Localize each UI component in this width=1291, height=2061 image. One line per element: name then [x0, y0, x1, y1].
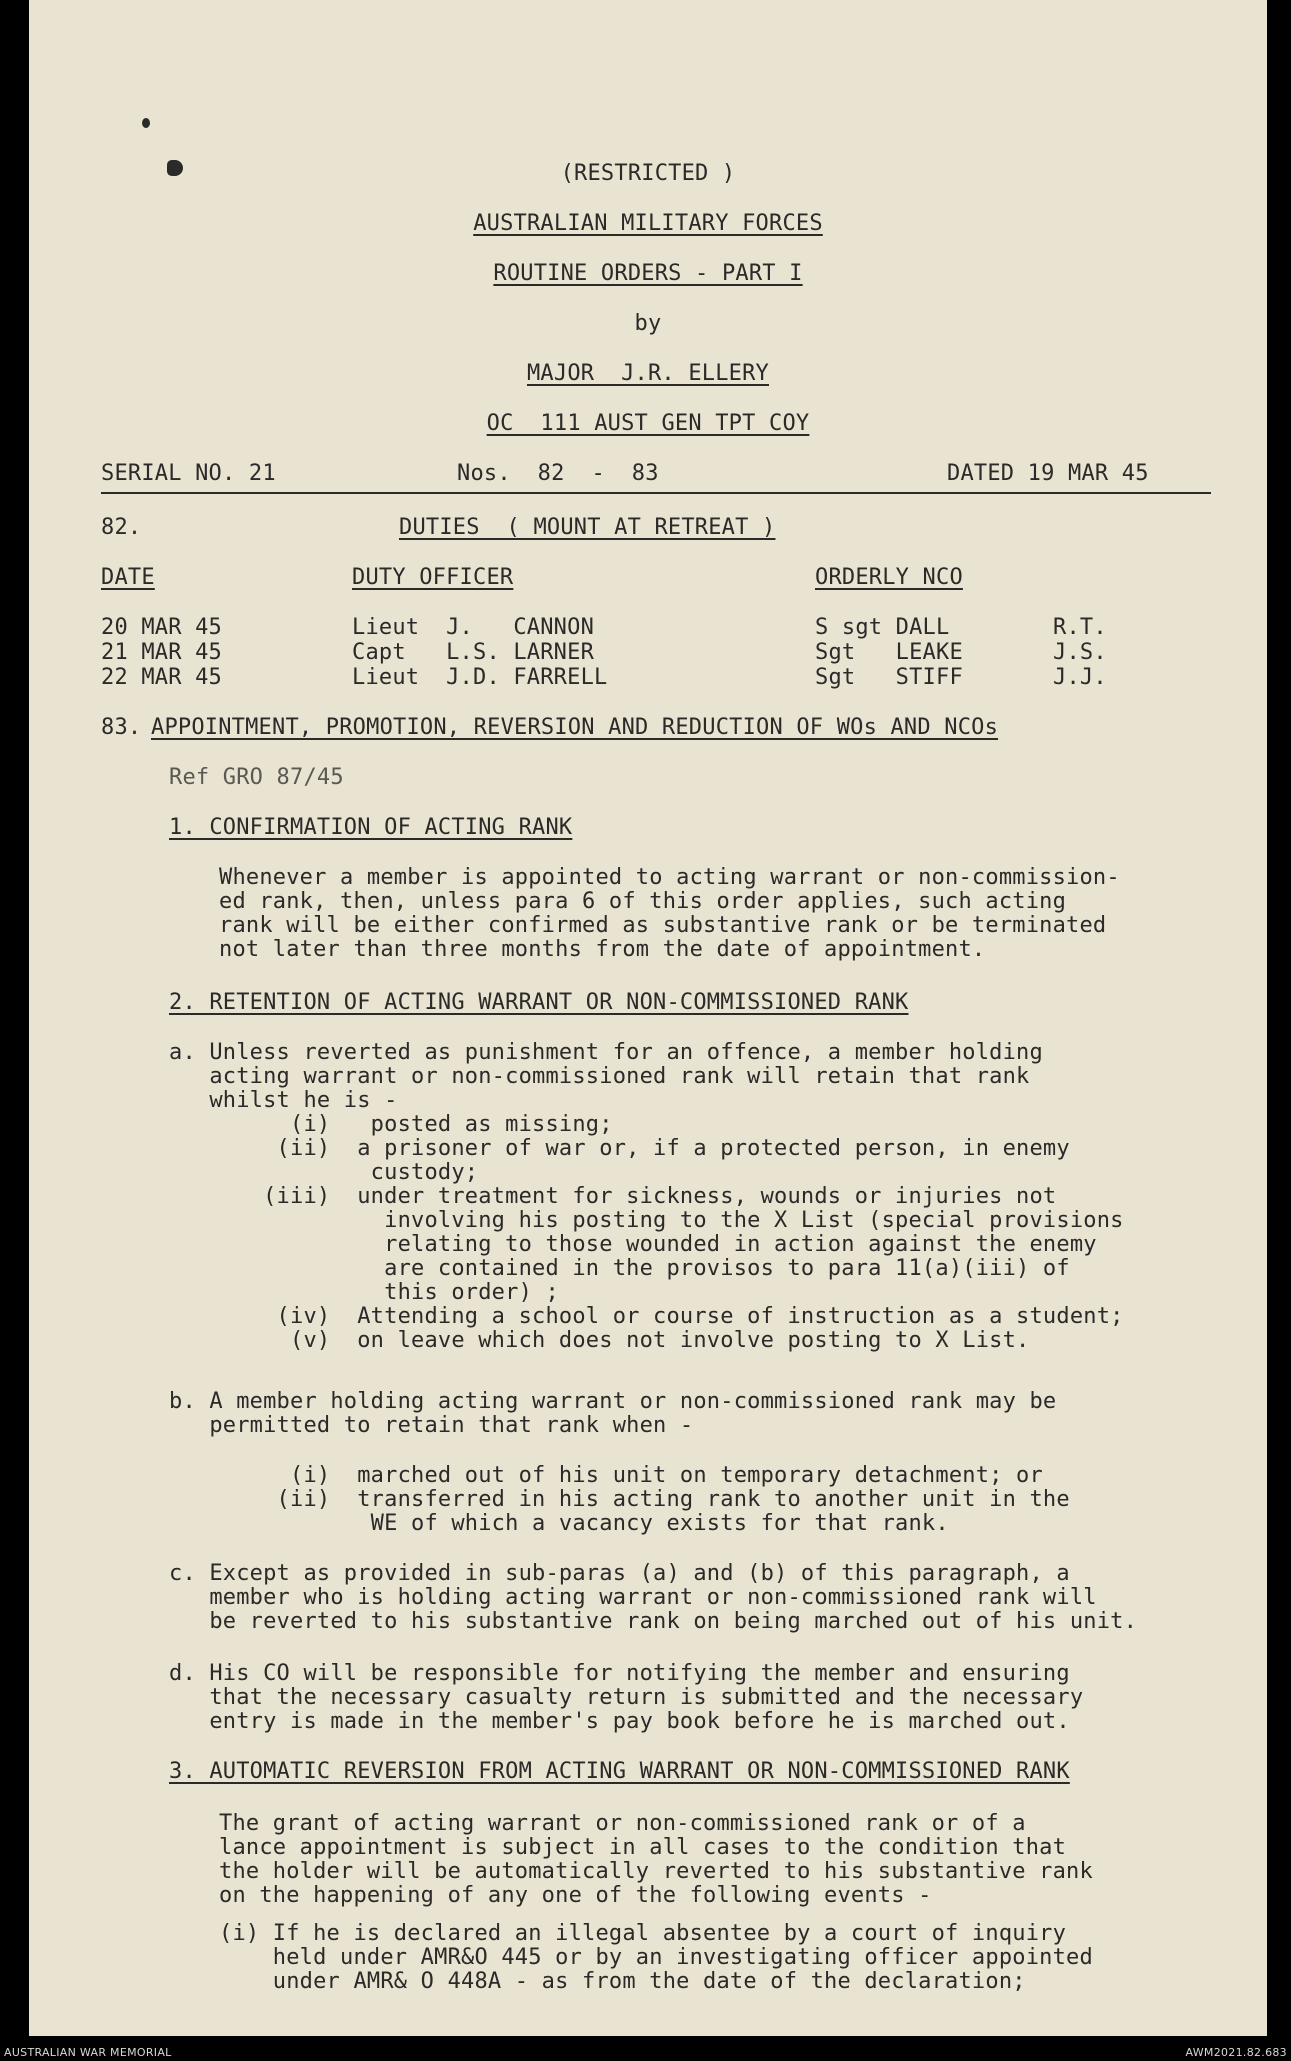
section-2c-text: c. Except as provided in sub-paras (a) and (b) of this paragraph, a member who is holding acting warrant or non-commissioned rank will be reverted to his substantive rank on being marched out of his unit. — [169, 1561, 1138, 1634]
orderly-nco: Sgt STIFF — [815, 665, 963, 690]
section-2a-items: (i) posted as missing; (ii) a prisoner of war or, if a protected person, in enemy custody; (iii) under treatment for sickness, wounds or injuries not involving his posting to the X List (special provisions relating to those wounded in action against the enemy are contained in the provisos to para 11(a)(iii) of this order) ; (iv) Attending a school or course of instruction as a student; (v) on leave which does not involve posting to X List. — [263, 1112, 1124, 1353]
section-2b-text: b. A member holding acting warrant or non-commissioned rank may be permitted to retain that rank when - — [169, 1389, 1057, 1438]
section-2d-text: d. His CO will be responsible for notifying the member and ensuring that the necessary casualty return is submitted and the necessary entry is made in the member's pay book before he is marched out. — [169, 1661, 1084, 1734]
dated-field: DATED 19 MAR 45 — [947, 461, 1149, 486]
orderly-nco: Sgt LEAKE — [815, 640, 963, 665]
reference-line: Ref GRO 87/45 — [169, 765, 344, 790]
section-2-title: 2. RETENTION OF ACTING WARRANT OR NON-COMMISSIONED RANK — [169, 990, 909, 1015]
section-3-text: The grant of acting warrant or non-commissioned rank or of a lance appointment is subject in all cases to the condition that the holder will be automatically reverted to his substantive rank on the happening of any one of the following events - — [219, 1811, 1093, 1908]
section-3-title: 3. AUTOMATIC REVERSION FROM ACTING WARRANT OR NON-COMMISSIONED RANK — [169, 1759, 1070, 1784]
punch-hole-mark — [142, 118, 150, 128]
duty-officer: Capt L.S. LARNER — [352, 640, 595, 665]
orders-heading: ROUTINE ORDERS - PART I — [493, 261, 803, 286]
serial-divider — [101, 492, 1211, 494]
duty-officer: Lieut J.D. FARRELL — [352, 665, 608, 690]
officer-name: MAJOR J.R. ELLERY — [526, 361, 769, 386]
nco-initials: R.T. — [1053, 615, 1107, 640]
duty-date: 22 MAR 45 — [101, 665, 223, 690]
nco-initials: J.S. — [1053, 640, 1107, 665]
order-numbers: Nos. 82 - 83 — [457, 461, 659, 486]
serial-number: SERIAL NO. 21 — [101, 461, 276, 486]
appointment-title: APPOINTMENT, PROMOTION, REVERSION AND REDUCTION OF WOs AND NCOs — [151, 715, 999, 740]
unit-name: OC 111 AUST GEN TPT COY — [486, 411, 810, 436]
section-1-title: 1. CONFIRMATION OF ACTING RANK — [169, 815, 573, 840]
appointment-number: 83. — [101, 715, 142, 740]
restricted-marking: (RESTRICTED ) — [560, 161, 736, 186]
duties-col-nco: ORDERLY NCO — [815, 565, 963, 590]
duties-number: 82. — [101, 515, 142, 540]
footer-left: AUSTRALIAN WAR MEMORIAL — [4, 2046, 172, 2059]
section-2b-items: (i) marched out of his unit on temporary detachment; or (ii) transferred in his acting rank to another unit in the WE of which a vacancy exists for that rank. — [276, 1463, 1070, 1536]
duties-col-officer: DUTY OFFICER — [352, 565, 514, 590]
orderly-nco: S sgt DALL — [815, 615, 950, 640]
footer-right: AWM2021.82.683 — [1185, 2046, 1287, 2059]
duties-title: DUTIES ( MOUNT AT RETREAT ) — [399, 515, 776, 540]
by-line: by — [634, 311, 662, 336]
section-2a-text: a. Unless reverted as punishment for an offence, a member holding acting warrant or non-commissioned rank will retain that rank whilst he is - — [169, 1040, 1043, 1113]
duty-date: 21 MAR 45 — [101, 640, 223, 665]
section-1-text: Whenever a member is appointed to acting warrant or non-commission- ed rank, then, unless para 6 of this order applies, such acting rank will be either confirmed as substantive rank or be terminated not later than three months from the date of appointment. — [219, 865, 1120, 962]
section-3-item-i: (i) If he is declared an illegal absentee by a court of inquiry held under AMR&O 445 or by an investigating officer appointed under AMR& O 448A - as from the date of the declaration; — [219, 1921, 1093, 1994]
duty-officer: Lieut J. CANNON — [352, 615, 595, 640]
duties-col-date: DATE — [101, 565, 155, 590]
forces-heading: AUSTRALIAN MILITARY FORCES — [473, 211, 823, 236]
document-page — [29, 0, 1267, 2036]
duty-date: 20 MAR 45 — [101, 615, 223, 640]
nco-initials: J.J. — [1053, 665, 1107, 690]
